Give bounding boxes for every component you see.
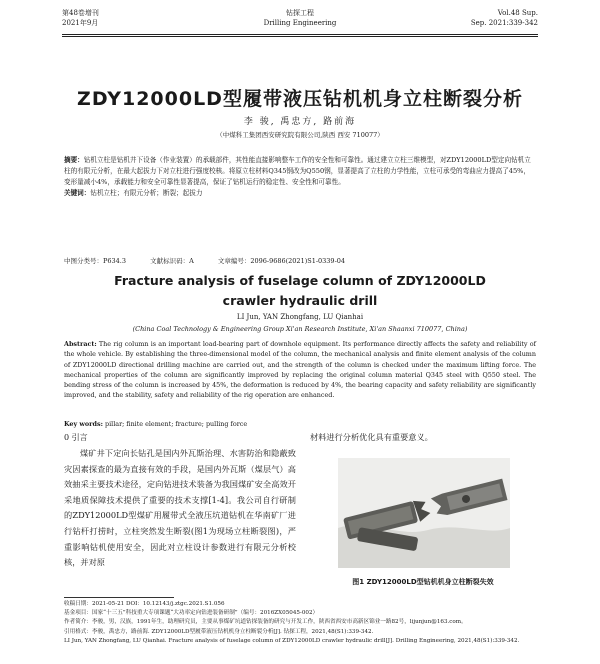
keywords-cn-text: 钻机立柱；有限元分析；断裂；起拔力 bbox=[90, 189, 203, 197]
journal-name-cn: 钻探工程 bbox=[286, 9, 314, 17]
figure-broken-column-photo bbox=[338, 458, 510, 568]
intro-paragraph: 煤矿井下定向长钻孔是国内外瓦斯治理、水害防治和隐蔽致灾因素探查的最为直接有效的手段，是国内外瓦斯（煤层气）高效抽采主要技术途径，定向钻进技术装备为我国煤矿安全高效开采地质保障技术提供了重要的技术支撑[1-4]。我公司自行研制的ZDY12000LD型煤矿用履带式全液压坑道钻机在华南矿厂进行钻杆打捞时，立柱突然发生断裂(图1为现场立柱断裂图)，严重影响钻机使用安全，因此对立柱设计参数进行有限元分析校核，并对原 bbox=[64, 448, 296, 568]
section-heading-introduction: 0 引言 bbox=[64, 433, 88, 442]
authors-en: LI Jun, YAN Zhongfang, LU Qianhai bbox=[236, 313, 364, 321]
footnote-citation-cn: 引用格式：李骏，禹忠方，路前海. ZDY12000LD型履带液压钻机机身立柱断裂分析[J]. 钻探工程，2021,48(S1):339-342. bbox=[64, 628, 374, 635]
footnote-citation-en: LI Jun, YAN Zhongfang, LU Qianhai. Fracture analysis of fuselage column of ZDY12000LD crawler hydraulic drill[J]. Drilling Engineering, 2021,48(S1):339-342. bbox=[64, 637, 520, 644]
abstract-cn bbox=[64, 155, 536, 199]
abstract-cn-text: 钻机立柱是钻机井下设备（作业装置）的承载部件，其性能直接影响整车工作的安全性和可靠性。通过建立立柱三维模型，对ZDY12000LD型定向钻机立柱的有限元分析，在最大起拔力下对立柱进行强度校核。将原立柱材料Q345钢改为Q550钢，显著提高了立柱的力学性能，立柱可承受的弯曲应力提高了45%，变形量减小4%，承载能力和安全可靠性显著提高，保证了钻机运行的稳定性、安全性和可靠性。 bbox=[64, 156, 531, 186]
document-code: 文献标识码：A bbox=[150, 257, 194, 265]
footnote-author-info: 作者简介：李骏，男，汉族，1991年生，助理研究员，主要从事煤矿坑道钻探装备的研究与开发工作，陕西省西安市高新区锦业一路82号，lijunjun@163.com。 bbox=[64, 619, 467, 626]
intro-continuation: 材料进行分析优化具有重要意义。 bbox=[310, 432, 433, 442]
title-en-line-2: crawler hydraulic drill bbox=[222, 293, 378, 308]
header-volume-cn: 第48卷增刊 bbox=[62, 9, 99, 17]
affiliation-cn: （中煤科工集团西安研究院有限公司,陕西 西安 710077） bbox=[216, 131, 384, 139]
authors-cn: 李 骏, 禹忠方, 路前海 bbox=[243, 117, 357, 127]
footnote-received: 收稿日期：2021-05-21 DOI：10.12143/j.ztgc.2021.S1.056 bbox=[64, 601, 225, 607]
paper-title-en bbox=[0, 271, 600, 311]
paper-title-cn: ZDY12000LD型履带液压钻机机身立柱断裂分析 bbox=[77, 88, 523, 110]
header-rule-top bbox=[62, 34, 538, 35]
header-date-cn: 2021年9月 bbox=[62, 19, 99, 27]
body-text-column-2 bbox=[310, 430, 536, 446]
header-rule-bottom bbox=[62, 36, 538, 37]
keywords-en-text: pillar; finite element; fracture; pulling force bbox=[105, 420, 248, 428]
affiliation-en: (China Coal Technology & Engineering Group Xi'an Research Institute, Xi'an Shaanxi 710077, China) bbox=[132, 325, 468, 333]
title-en-line-1: Fracture analysis of fuselage column of ZDY12000LD bbox=[114, 273, 486, 288]
header-volume-en: Vol.48 Sup. bbox=[497, 9, 538, 17]
keywords-cn-label: 关键词： bbox=[64, 189, 91, 197]
article-number: 文章编号：2096-9686(2021)S1-0339-04 bbox=[217, 257, 346, 265]
abstract-en bbox=[64, 339, 536, 401]
footnote-rule bbox=[64, 597, 174, 598]
footnotes bbox=[64, 600, 536, 646]
footnote-funding: 基金项目：国家“十三五”科技重大专项课题“大功率定向钻进装备研制”（编号：2016ZX05045-002） bbox=[64, 610, 319, 617]
abstract-en-text: The rig column is an important load-bearing part of downhole equipment. Its performance directly affects the safety and reliability of the whole vehicle. By establishing the three-dimensional model of the column, the mechanical analysis and finite element analysis of the column of ZDY12000LD directional drilling machine are carried out, and the strength of the column is checked under the maximum lifting force. The mechanical properties of the column are significantly improved by replacing the original column material Q345 steel with Q550 steel. The bending stress of the column is increased by 45%, the deformation is reduced by 4%, the bearing capacity and safety reliability are significantly improved, and the stability, safety and reliability of the rig operation are enhanced. bbox=[64, 340, 536, 400]
header-pages: Sep. 2021:339-342 bbox=[470, 19, 538, 27]
running-header bbox=[62, 6, 538, 44]
figure-caption: 图1 ZDY12000LD型钻机机身立柱断裂失效 bbox=[352, 578, 494, 586]
broken-column-illustration bbox=[338, 458, 510, 568]
journal-name-en: Drilling Engineering bbox=[263, 19, 337, 27]
header-center bbox=[62, 8, 538, 28]
classification-line bbox=[64, 256, 536, 265]
abstract-cn-label: 摘要： bbox=[64, 156, 84, 164]
keywords-en bbox=[64, 420, 536, 428]
keywords-en-label: Key words: bbox=[64, 420, 103, 428]
abstract-en-label: Abstract: bbox=[64, 340, 97, 348]
body-text-column-1 bbox=[64, 446, 296, 571]
header-right bbox=[471, 8, 538, 28]
clc-number: 中图分类号：P634.3 bbox=[64, 257, 126, 265]
